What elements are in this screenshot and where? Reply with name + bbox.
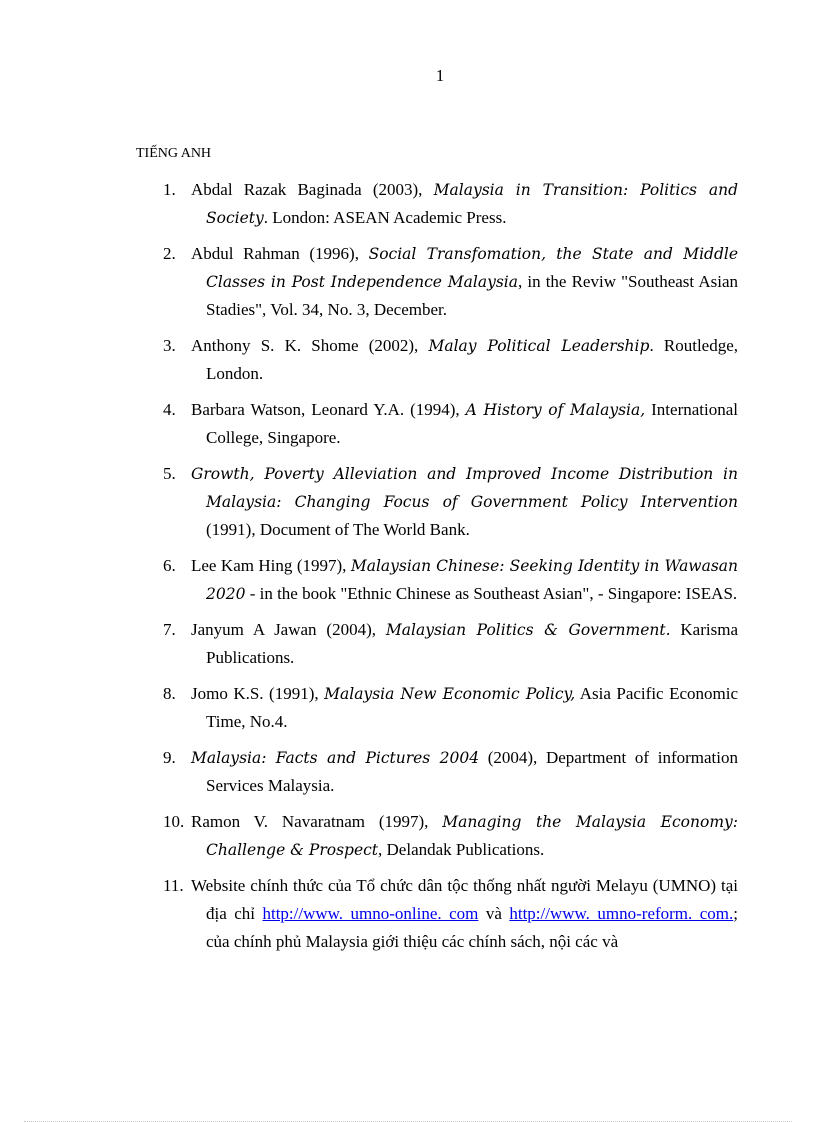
reference-item [136, 396, 738, 452]
reference-text: Abdal Razak Baginada (2003), [191, 180, 434, 199]
reference-text: (1991), Document of The World Bank. [206, 520, 470, 539]
reference-number: 7. [163, 620, 176, 639]
reference-number: 1. [163, 180, 176, 199]
reference-item [136, 744, 738, 800]
reference-text: Anthony S. K. Shome (2002), [191, 336, 429, 355]
reference-title: Social Transfomation, the State and Middle Classes in Post Independence Malaysia [206, 245, 738, 291]
reference-list [136, 176, 738, 964]
reference-text: Ramon V. Navaratnam (1997), [191, 812, 443, 831]
page-number: 1 [435, 66, 445, 85]
reference-title: Growth, Poverty Alleviation and Improved Income Distribution in Malaysia: Changing Focus of Government Policy Intervention [191, 465, 738, 511]
reference-title: Managing the Malaysia Economy: Challenge & Prospect [206, 813, 739, 859]
reference-number: 2. [163, 244, 176, 263]
reference-item [136, 808, 738, 864]
section-heading: TIẾNG ANH [136, 146, 212, 161]
reference-number: 4. [163, 400, 176, 419]
reference-text: Barbara Watson, Leonard Y.A. (1994), [191, 400, 466, 419]
reference-title: A History of Malaysia, [465, 401, 646, 419]
reference-number: 5. [163, 464, 176, 483]
reference-item [136, 616, 738, 672]
reference-link[interactable]: http://www. umno-online. com [262, 904, 479, 923]
reference-item [136, 460, 738, 544]
reference-text: - in the book "Ethnic Chinese as Southeast Asian", - Singapore: ISEAS. [245, 584, 738, 603]
reference-text: Karisma Publications. [206, 620, 738, 667]
reference-item [136, 872, 738, 956]
reference-text: International College, Singapore. [206, 400, 738, 447]
reference-number: 11. [163, 876, 184, 895]
reference-text: Jomo K.S. (1991), [191, 684, 325, 703]
reference-title: Malaysian Chinese: Seeking Identity in Wawasan 2020 [206, 557, 738, 603]
reference-text: . Routledge, London. [206, 336, 739, 383]
page-bottom-divider [24, 1121, 792, 1122]
reference-item [136, 552, 738, 608]
reference-number: 10. [163, 812, 185, 831]
reference-title: Malaysia: Facts and Pictures 2004 [191, 749, 480, 767]
reference-text: Website chính thức của Tổ chức dân tộc thống nhất người Melayu (UMNO) tại địa chỉ [191, 876, 738, 923]
reference-text: ; của chính phủ Malaysia giới thiệu các chính sách, nội các và [206, 904, 738, 951]
reference-title: Malaysia New Economic Policy, [324, 685, 576, 703]
reference-text: Asia Pacific Economic Time, No.4. [206, 684, 738, 731]
reference-text: Lee Kam Hing (1997), [191, 556, 351, 575]
reference-text: , in the Reviw "Southeast Asian Stadies", Vol. 34, No. 3, December. [206, 272, 738, 319]
reference-link[interactable]: http://www. umno-reform. com. [509, 904, 734, 923]
reference-text: Abdul Rahman (1996), [191, 244, 369, 263]
reference-title: Malaysian Politics & Government. [385, 621, 671, 639]
reference-number: 3. [163, 336, 176, 355]
reference-title: Malaysia in Transition: Politics and Society [206, 181, 738, 227]
reference-number: 6. [163, 556, 176, 575]
reference-text: Janyum A Jawan (2004), [191, 620, 386, 639]
reference-item [136, 176, 738, 232]
reference-item [136, 240, 738, 324]
reference-text: (2004), Department of information Services Malaysia. [206, 748, 738, 795]
reference-title: Malay Political Leadership [428, 337, 650, 355]
reference-item [136, 332, 738, 388]
reference-item [136, 680, 738, 736]
reference-number: 9. [163, 748, 176, 767]
reference-text: và [478, 904, 510, 923]
reference-text: , Delandak Publications. [378, 840, 545, 859]
reference-number: 8. [163, 684, 176, 703]
reference-text: . London: ASEAN Academic Press. [263, 208, 507, 227]
